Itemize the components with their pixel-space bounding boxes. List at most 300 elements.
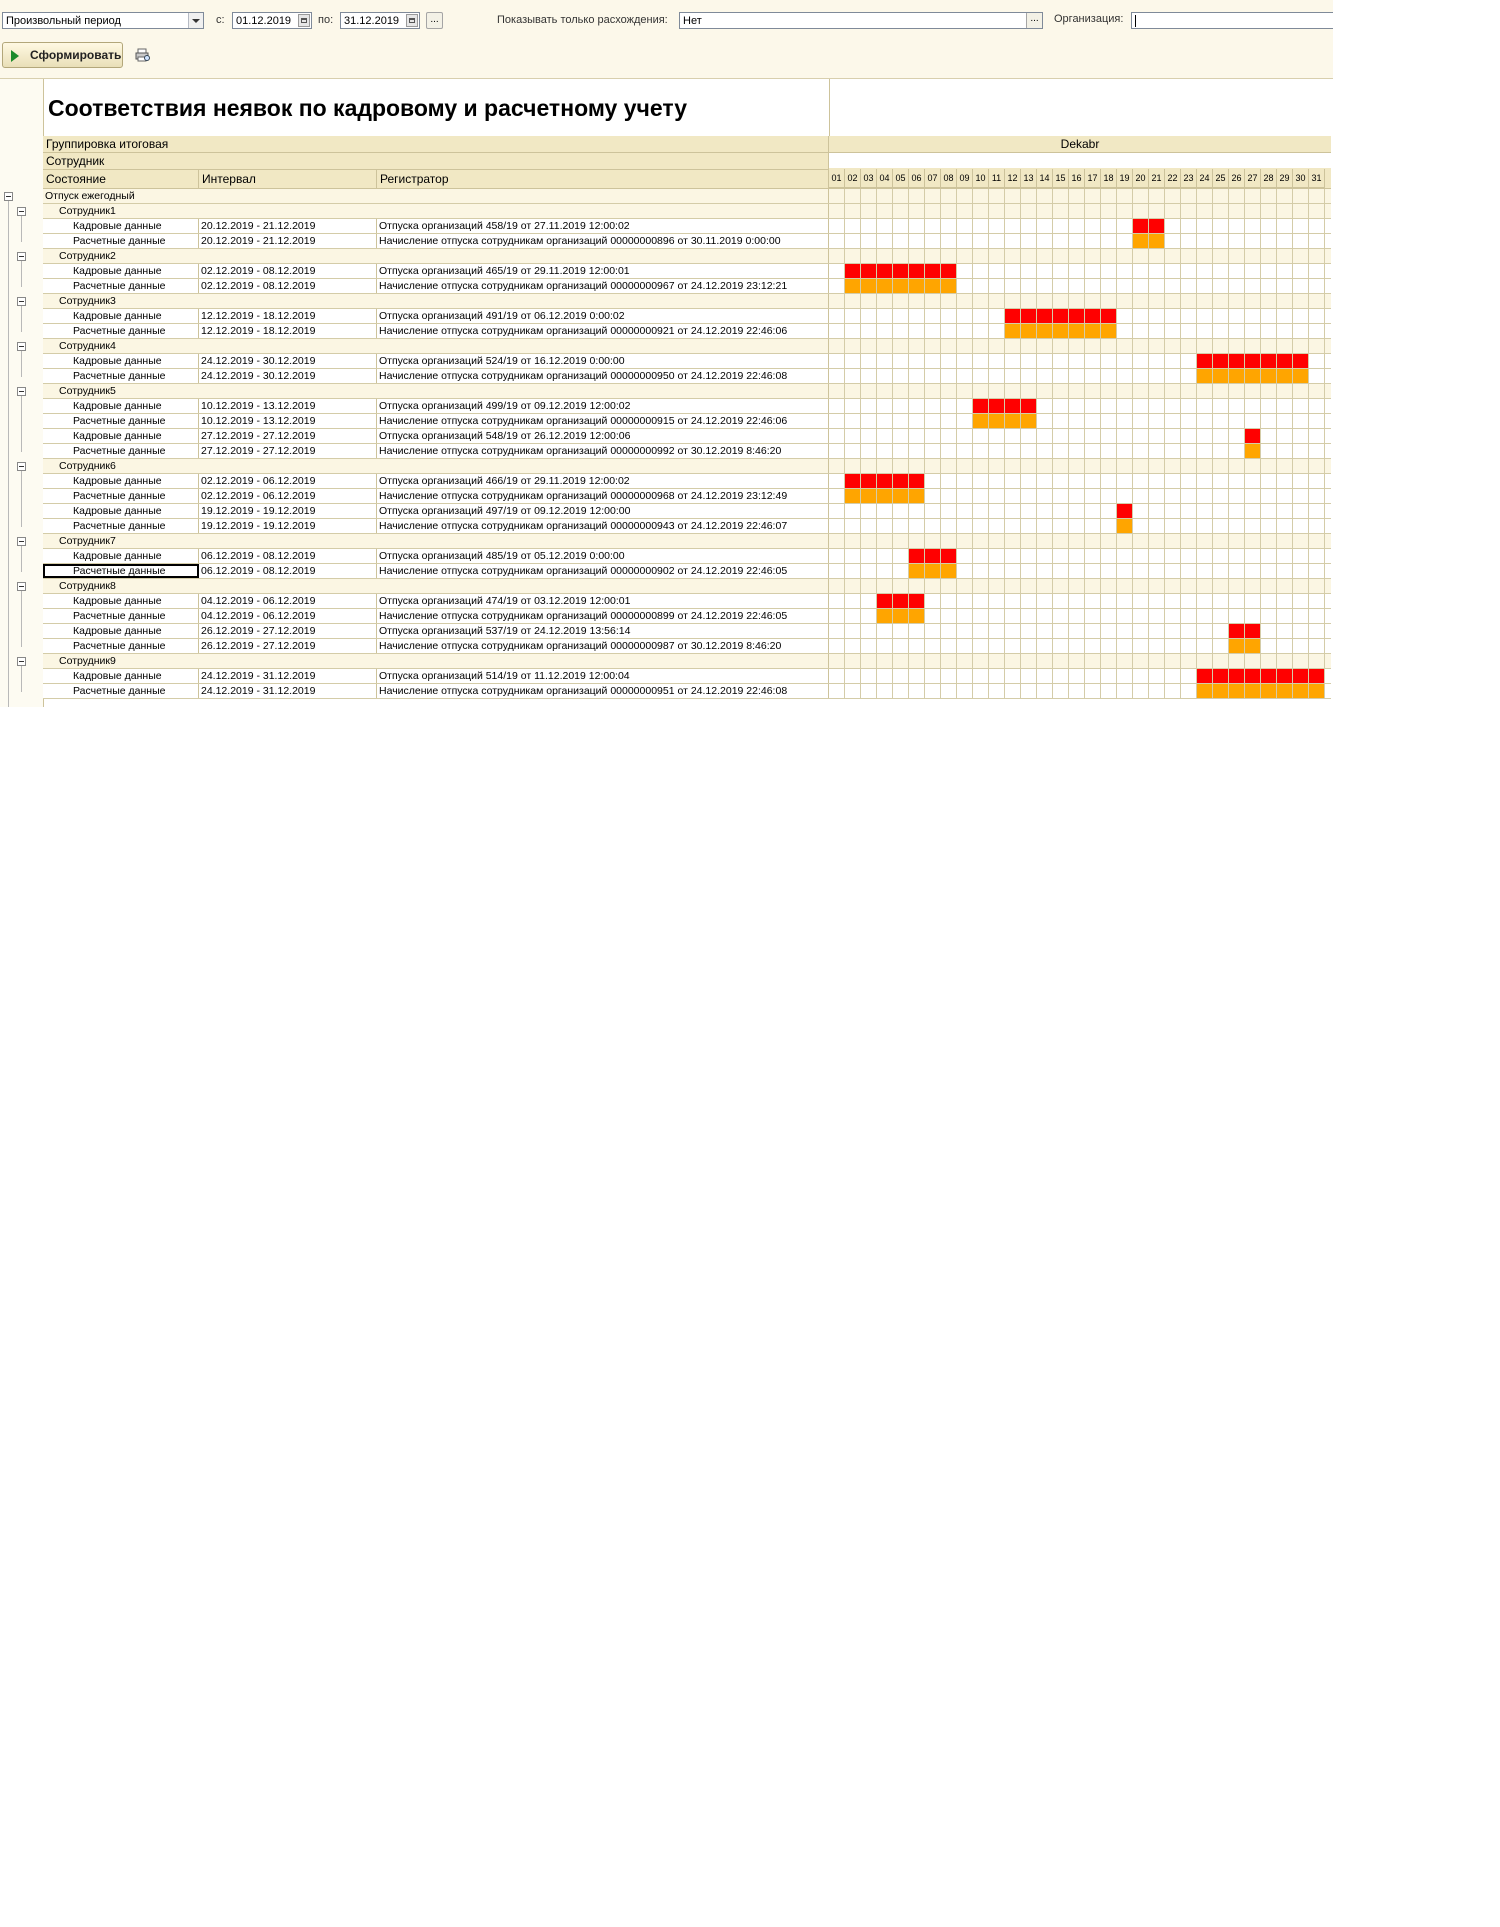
day-cell[interactable] <box>989 684 1005 698</box>
day-cell[interactable] <box>973 594 989 608</box>
hr-absence-cell[interactable] <box>877 594 893 608</box>
day-cell[interactable] <box>1293 564 1309 578</box>
day-cell[interactable] <box>941 609 957 623</box>
day-cell[interactable] <box>973 564 989 578</box>
day-cell[interactable] <box>845 294 861 308</box>
day-cell[interactable] <box>877 669 893 683</box>
day-cell[interactable] <box>1037 279 1053 293</box>
day-cell[interactable] <box>973 669 989 683</box>
day-cell[interactable] <box>1149 504 1165 518</box>
day-cell[interactable] <box>1101 639 1117 653</box>
day-cell[interactable] <box>1117 684 1133 698</box>
day-cell[interactable] <box>1005 654 1021 668</box>
day-cell[interactable] <box>1229 384 1245 398</box>
day-cell[interactable] <box>973 369 989 383</box>
day-cell[interactable] <box>1037 234 1053 248</box>
day-cell[interactable] <box>1309 204 1325 218</box>
day-cell[interactable] <box>1069 414 1085 428</box>
day-cell[interactable] <box>877 234 893 248</box>
day-cell[interactable] <box>1069 654 1085 668</box>
day-cell[interactable] <box>1261 444 1277 458</box>
day-cell[interactable] <box>1117 309 1133 323</box>
day-cell[interactable] <box>1277 564 1293 578</box>
day-cell[interactable] <box>1245 279 1261 293</box>
day-cell[interactable] <box>909 639 925 653</box>
day-cell[interactable] <box>1293 189 1309 203</box>
day-cell[interactable] <box>1149 549 1165 563</box>
day-cell[interactable] <box>1277 594 1293 608</box>
day-cell[interactable] <box>1069 459 1085 473</box>
day-cell[interactable] <box>1165 489 1181 503</box>
day-cell[interactable] <box>957 204 973 218</box>
day-cell[interactable] <box>877 339 893 353</box>
day-cell[interactable] <box>1181 504 1197 518</box>
registrator-cell[interactable]: Отпуска организаций 499/19 от 09.12.2019 12:00:02 <box>377 399 829 413</box>
day-cell[interactable] <box>1053 264 1069 278</box>
day-cell[interactable] <box>1165 549 1181 563</box>
day-cell[interactable] <box>1213 519 1229 533</box>
day-cell[interactable] <box>1261 294 1277 308</box>
day-cell[interactable] <box>1037 639 1053 653</box>
day-cell[interactable] <box>1197 414 1213 428</box>
day-cell[interactable] <box>989 534 1005 548</box>
day-cell[interactable] <box>973 204 989 218</box>
day-cell[interactable] <box>1277 624 1293 638</box>
day-cell[interactable] <box>1053 429 1069 443</box>
day-cell[interactable] <box>1261 219 1277 233</box>
table-row[interactable] <box>43 504 1331 519</box>
day-cell[interactable] <box>1181 579 1197 593</box>
table-row[interactable] <box>43 594 1331 609</box>
payroll-absence-cell[interactable] <box>861 489 877 503</box>
day-cell[interactable] <box>1261 564 1277 578</box>
day-cell[interactable] <box>1293 414 1309 428</box>
day-cell[interactable] <box>1165 609 1181 623</box>
day-cell[interactable] <box>1165 654 1181 668</box>
day-cell[interactable] <box>1245 549 1261 563</box>
day-cell[interactable] <box>989 459 1005 473</box>
payroll-absence-cell[interactable] <box>925 279 941 293</box>
day-cell[interactable] <box>1213 384 1229 398</box>
day-cell[interactable] <box>941 249 957 263</box>
day-cell[interactable] <box>1117 474 1133 488</box>
day-cell[interactable] <box>1181 324 1197 338</box>
day-cell[interactable] <box>1213 204 1229 218</box>
day-cell[interactable] <box>1261 339 1277 353</box>
day-cell[interactable] <box>1309 654 1325 668</box>
day-cell[interactable] <box>1101 429 1117 443</box>
day-cell[interactable] <box>893 369 909 383</box>
payroll-absence-cell[interactable] <box>1277 684 1293 698</box>
day-cell[interactable] <box>829 444 845 458</box>
day-cell[interactable] <box>1309 534 1325 548</box>
hr-absence-cell[interactable] <box>1229 669 1245 683</box>
table-row[interactable] <box>43 519 1331 534</box>
day-cell[interactable] <box>1197 429 1213 443</box>
day-cell[interactable] <box>1165 234 1181 248</box>
table-row[interactable] <box>43 429 1331 444</box>
day-cell[interactable] <box>1101 294 1117 308</box>
hr-absence-cell[interactable] <box>845 474 861 488</box>
day-cell[interactable] <box>1165 639 1181 653</box>
day-cell[interactable] <box>845 654 861 668</box>
day-cell[interactable] <box>845 399 861 413</box>
day-cell[interactable] <box>1165 624 1181 638</box>
day-cell[interactable] <box>893 624 909 638</box>
day-cell[interactable] <box>1293 204 1309 218</box>
day-cell[interactable] <box>1277 444 1293 458</box>
day-cell[interactable] <box>1021 429 1037 443</box>
day-cell[interactable] <box>1021 474 1037 488</box>
day-cell[interactable] <box>941 339 957 353</box>
day-cell[interactable] <box>1069 549 1085 563</box>
day-cell[interactable] <box>1197 489 1213 503</box>
day-cell[interactable] <box>1005 609 1021 623</box>
day-cell[interactable] <box>1149 189 1165 203</box>
day-cell[interactable] <box>1213 414 1229 428</box>
day-cell[interactable] <box>877 354 893 368</box>
payroll-absence-cell[interactable] <box>861 279 877 293</box>
day-cell[interactable] <box>989 474 1005 488</box>
day-cell[interactable] <box>1053 654 1069 668</box>
day-cell[interactable] <box>1213 189 1229 203</box>
day-cell[interactable] <box>1229 459 1245 473</box>
day-cell[interactable] <box>1165 354 1181 368</box>
day-cell[interactable] <box>1261 279 1277 293</box>
day-cell[interactable] <box>1293 339 1309 353</box>
day-cell[interactable] <box>1037 474 1053 488</box>
day-cell[interactable] <box>1005 534 1021 548</box>
day-cell[interactable] <box>1197 474 1213 488</box>
day-cell[interactable] <box>845 534 861 548</box>
day-cell[interactable] <box>941 579 957 593</box>
day-cell[interactable] <box>989 549 1005 563</box>
day-cell[interactable] <box>1197 219 1213 233</box>
day-cell[interactable] <box>1101 249 1117 263</box>
day-cell[interactable] <box>1117 234 1133 248</box>
day-cell[interactable] <box>1213 324 1229 338</box>
day-cell[interactable] <box>1117 204 1133 218</box>
day-cell[interactable] <box>1245 234 1261 248</box>
payroll-absence-cell[interactable] <box>909 609 925 623</box>
day-cell[interactable] <box>1133 459 1149 473</box>
day-cell[interactable] <box>829 219 845 233</box>
day-cell[interactable] <box>1293 324 1309 338</box>
day-cell[interactable] <box>925 384 941 398</box>
day-cell[interactable] <box>1133 654 1149 668</box>
day-cell[interactable] <box>1053 534 1069 548</box>
day-cell[interactable] <box>1021 564 1037 578</box>
day-cell[interactable] <box>1101 564 1117 578</box>
day-cell[interactable] <box>1197 204 1213 218</box>
day-cell[interactable] <box>957 639 973 653</box>
day-cell[interactable] <box>893 639 909 653</box>
hr-absence-cell[interactable] <box>941 264 957 278</box>
day-cell[interactable] <box>989 279 1005 293</box>
day-cell[interactable] <box>957 279 973 293</box>
day-cell[interactable] <box>1149 609 1165 623</box>
state-cell[interactable]: Расчетные данные <box>43 279 199 293</box>
day-cell[interactable] <box>941 324 957 338</box>
day-cell[interactable] <box>845 324 861 338</box>
day-cell[interactable] <box>1277 609 1293 623</box>
payroll-absence-cell[interactable] <box>989 414 1005 428</box>
day-cell[interactable] <box>1101 339 1117 353</box>
day-cell[interactable] <box>941 474 957 488</box>
payroll-absence-cell[interactable] <box>1197 369 1213 383</box>
day-cell[interactable] <box>1005 204 1021 218</box>
day-cell[interactable] <box>861 234 877 248</box>
day-cell[interactable] <box>1037 384 1053 398</box>
day-cell[interactable] <box>829 339 845 353</box>
day-cell[interactable] <box>1085 279 1101 293</box>
day-cell[interactable] <box>1005 474 1021 488</box>
hr-absence-cell[interactable] <box>1197 669 1213 683</box>
day-cell[interactable] <box>1245 204 1261 218</box>
hr-absence-cell[interactable] <box>1117 504 1133 518</box>
day-cell[interactable] <box>1133 534 1149 548</box>
day-cell[interactable] <box>1245 414 1261 428</box>
day-cell[interactable] <box>1309 609 1325 623</box>
day-cell[interactable] <box>1021 624 1037 638</box>
day-cell[interactable] <box>1117 594 1133 608</box>
day-cell[interactable] <box>1085 444 1101 458</box>
day-cell[interactable] <box>845 219 861 233</box>
day-cell[interactable] <box>1021 444 1037 458</box>
state-cell[interactable]: Расчетные данные <box>43 639 199 653</box>
day-cell[interactable] <box>1053 669 1069 683</box>
day-cell[interactable] <box>893 354 909 368</box>
registrator-cell[interactable]: Отпуска организаций 514/19 от 11.12.2019 12:00:04 <box>377 669 829 683</box>
day-cell[interactable] <box>1213 339 1229 353</box>
day-cell[interactable] <box>973 189 989 203</box>
day-cell[interactable] <box>1133 579 1149 593</box>
day-cell[interactable] <box>1229 654 1245 668</box>
day-cell[interactable] <box>893 219 909 233</box>
interval-cell[interactable]: 24.12.2019 - 31.12.2019 <box>199 684 377 698</box>
day-cell[interactable] <box>1277 579 1293 593</box>
day-cell[interactable] <box>1053 579 1069 593</box>
day-cell[interactable] <box>1037 564 1053 578</box>
registrator-cell[interactable]: Отпуска организаций 537/19 от 24.12.2019 13:56:14 <box>377 624 829 638</box>
day-cell[interactable] <box>845 429 861 443</box>
day-cell[interactable] <box>1181 219 1197 233</box>
day-cell[interactable] <box>829 489 845 503</box>
day-cell[interactable] <box>1085 609 1101 623</box>
day-cell[interactable] <box>893 309 909 323</box>
day-cell[interactable] <box>1277 459 1293 473</box>
calendar-icon[interactable] <box>406 14 418 27</box>
day-cell[interactable] <box>1181 669 1197 683</box>
day-cell[interactable] <box>1261 264 1277 278</box>
state-cell[interactable]: Расчетные данные <box>43 489 199 503</box>
interval-cell[interactable]: 02.12.2019 - 08.12.2019 <box>199 279 377 293</box>
day-cell[interactable] <box>1149 579 1165 593</box>
day-cell[interactable] <box>1101 399 1117 413</box>
day-cell[interactable] <box>1197 609 1213 623</box>
day-cell[interactable] <box>1261 414 1277 428</box>
day-cell[interactable] <box>925 324 941 338</box>
day-cell[interactable] <box>829 309 845 323</box>
day-cell[interactable] <box>829 414 845 428</box>
day-cell[interactable] <box>989 429 1005 443</box>
payroll-absence-cell[interactable] <box>1261 369 1277 383</box>
day-cell[interactable] <box>989 384 1005 398</box>
table-row[interactable] <box>43 219 1331 234</box>
day-cell[interactable] <box>925 369 941 383</box>
hr-absence-cell[interactable] <box>909 474 925 488</box>
day-cell[interactable] <box>1069 249 1085 263</box>
day-cell[interactable] <box>1069 444 1085 458</box>
day-cell[interactable] <box>1117 414 1133 428</box>
day-cell[interactable] <box>1181 189 1197 203</box>
day-cell[interactable] <box>909 234 925 248</box>
day-cell[interactable] <box>1101 219 1117 233</box>
day-cell[interactable] <box>1133 384 1149 398</box>
day-cell[interactable] <box>1277 399 1293 413</box>
day-cell[interactable] <box>1085 294 1101 308</box>
day-cell[interactable] <box>973 654 989 668</box>
day-cell[interactable] <box>957 669 973 683</box>
day-cell[interactable] <box>1149 204 1165 218</box>
day-cell[interactable] <box>1005 639 1021 653</box>
registrator-cell[interactable]: Отпуска организаций 524/19 от 16.12.2019 0:00:00 <box>377 354 829 368</box>
day-cell[interactable] <box>861 429 877 443</box>
day-cell[interactable] <box>893 414 909 428</box>
day-cell[interactable] <box>1213 549 1229 563</box>
day-cell[interactable] <box>909 444 925 458</box>
day-cell[interactable] <box>861 354 877 368</box>
day-cell[interactable] <box>1309 219 1325 233</box>
day-cell[interactable] <box>957 684 973 698</box>
day-cell[interactable] <box>829 294 845 308</box>
day-cell[interactable] <box>1133 414 1149 428</box>
registrator-cell[interactable]: Начисление отпуска сотрудникам организаций 00000000899 от 24.12.2019 22:46:05 <box>377 609 829 623</box>
day-cell[interactable] <box>909 189 925 203</box>
day-cell[interactable] <box>1309 414 1325 428</box>
day-cell[interactable] <box>973 219 989 233</box>
day-cell[interactable] <box>1309 474 1325 488</box>
day-cell[interactable] <box>1277 324 1293 338</box>
state-cell[interactable]: Расчетные данные <box>43 444 199 458</box>
day-cell[interactable] <box>845 669 861 683</box>
day-cell[interactable] <box>989 489 1005 503</box>
day-cell[interactable] <box>861 504 877 518</box>
day-cell[interactable] <box>973 534 989 548</box>
day-cell[interactable] <box>909 249 925 263</box>
day-cell[interactable] <box>1165 309 1181 323</box>
day-cell[interactable] <box>1229 489 1245 503</box>
day-cell[interactable] <box>1181 609 1197 623</box>
day-cell[interactable] <box>1069 564 1085 578</box>
day-cell[interactable] <box>1229 579 1245 593</box>
day-cell[interactable] <box>877 444 893 458</box>
day-cell[interactable] <box>1261 429 1277 443</box>
day-cell[interactable] <box>1005 264 1021 278</box>
day-cell[interactable] <box>1069 669 1085 683</box>
day-cell[interactable] <box>1133 294 1149 308</box>
day-cell[interactable] <box>957 609 973 623</box>
payroll-absence-cell[interactable] <box>1277 369 1293 383</box>
hr-absence-cell[interactable] <box>877 474 893 488</box>
day-cell[interactable] <box>1213 444 1229 458</box>
day-cell[interactable] <box>1197 249 1213 263</box>
day-cell[interactable] <box>941 534 957 548</box>
day-cell[interactable] <box>1277 219 1293 233</box>
payroll-absence-cell[interactable] <box>1005 324 1021 338</box>
day-cell[interactable] <box>1117 564 1133 578</box>
day-cell[interactable] <box>1229 189 1245 203</box>
day-cell[interactable] <box>941 504 957 518</box>
day-cell[interactable] <box>1261 384 1277 398</box>
print-preview-icon[interactable] <box>135 48 151 62</box>
day-cell[interactable] <box>1085 384 1101 398</box>
day-cell[interactable] <box>1117 624 1133 638</box>
payroll-absence-cell[interactable] <box>1309 684 1325 698</box>
day-cell[interactable] <box>1277 429 1293 443</box>
day-cell[interactable] <box>1133 204 1149 218</box>
day-cell[interactable] <box>1005 579 1021 593</box>
day-cell[interactable] <box>861 654 877 668</box>
day-cell[interactable] <box>941 639 957 653</box>
day-cell[interactable] <box>845 519 861 533</box>
registrator-cell[interactable]: Отпуска организаций 497/19 от 09.12.2019 12:00:00 <box>377 504 829 518</box>
day-cell[interactable] <box>1085 459 1101 473</box>
day-cell[interactable] <box>845 549 861 563</box>
day-cell[interactable] <box>1245 219 1261 233</box>
day-cell[interactable] <box>1229 294 1245 308</box>
payroll-absence-cell[interactable] <box>1037 324 1053 338</box>
day-cell[interactable] <box>1293 654 1309 668</box>
day-cell[interactable] <box>1277 294 1293 308</box>
day-cell[interactable] <box>941 309 957 323</box>
collapse-employee-icon[interactable] <box>17 207 26 216</box>
day-cell[interactable] <box>1021 354 1037 368</box>
payroll-absence-cell[interactable] <box>1213 369 1229 383</box>
payroll-absence-cell[interactable] <box>1229 369 1245 383</box>
day-cell[interactable] <box>1101 534 1117 548</box>
day-cell[interactable] <box>1021 534 1037 548</box>
day-cell[interactable] <box>1005 624 1021 638</box>
day-cell[interactable] <box>1245 294 1261 308</box>
day-cell[interactable] <box>1101 504 1117 518</box>
day-cell[interactable] <box>861 249 877 263</box>
day-cell[interactable] <box>893 204 909 218</box>
day-cell[interactable] <box>1293 384 1309 398</box>
day-cell[interactable] <box>1133 624 1149 638</box>
day-cell[interactable] <box>1277 639 1293 653</box>
day-cell[interactable] <box>1149 264 1165 278</box>
day-cell[interactable] <box>1069 384 1085 398</box>
day-cell[interactable] <box>829 654 845 668</box>
day-cell[interactable] <box>1149 414 1165 428</box>
day-cell[interactable] <box>1101 264 1117 278</box>
day-cell[interactable] <box>1037 534 1053 548</box>
day-cell[interactable] <box>989 249 1005 263</box>
day-cell[interactable] <box>1213 249 1229 263</box>
day-cell[interactable] <box>1245 504 1261 518</box>
day-cell[interactable] <box>1245 474 1261 488</box>
interval-cell[interactable]: 04.12.2019 - 06.12.2019 <box>199 609 377 623</box>
table-row[interactable] <box>43 444 1331 459</box>
hr-absence-cell[interactable] <box>1085 309 1101 323</box>
day-cell[interactable] <box>941 654 957 668</box>
day-cell[interactable] <box>941 519 957 533</box>
hr-absence-cell[interactable] <box>1229 624 1245 638</box>
day-cell[interactable] <box>1005 189 1021 203</box>
day-cell[interactable] <box>1229 534 1245 548</box>
day-cell[interactable] <box>1165 534 1181 548</box>
